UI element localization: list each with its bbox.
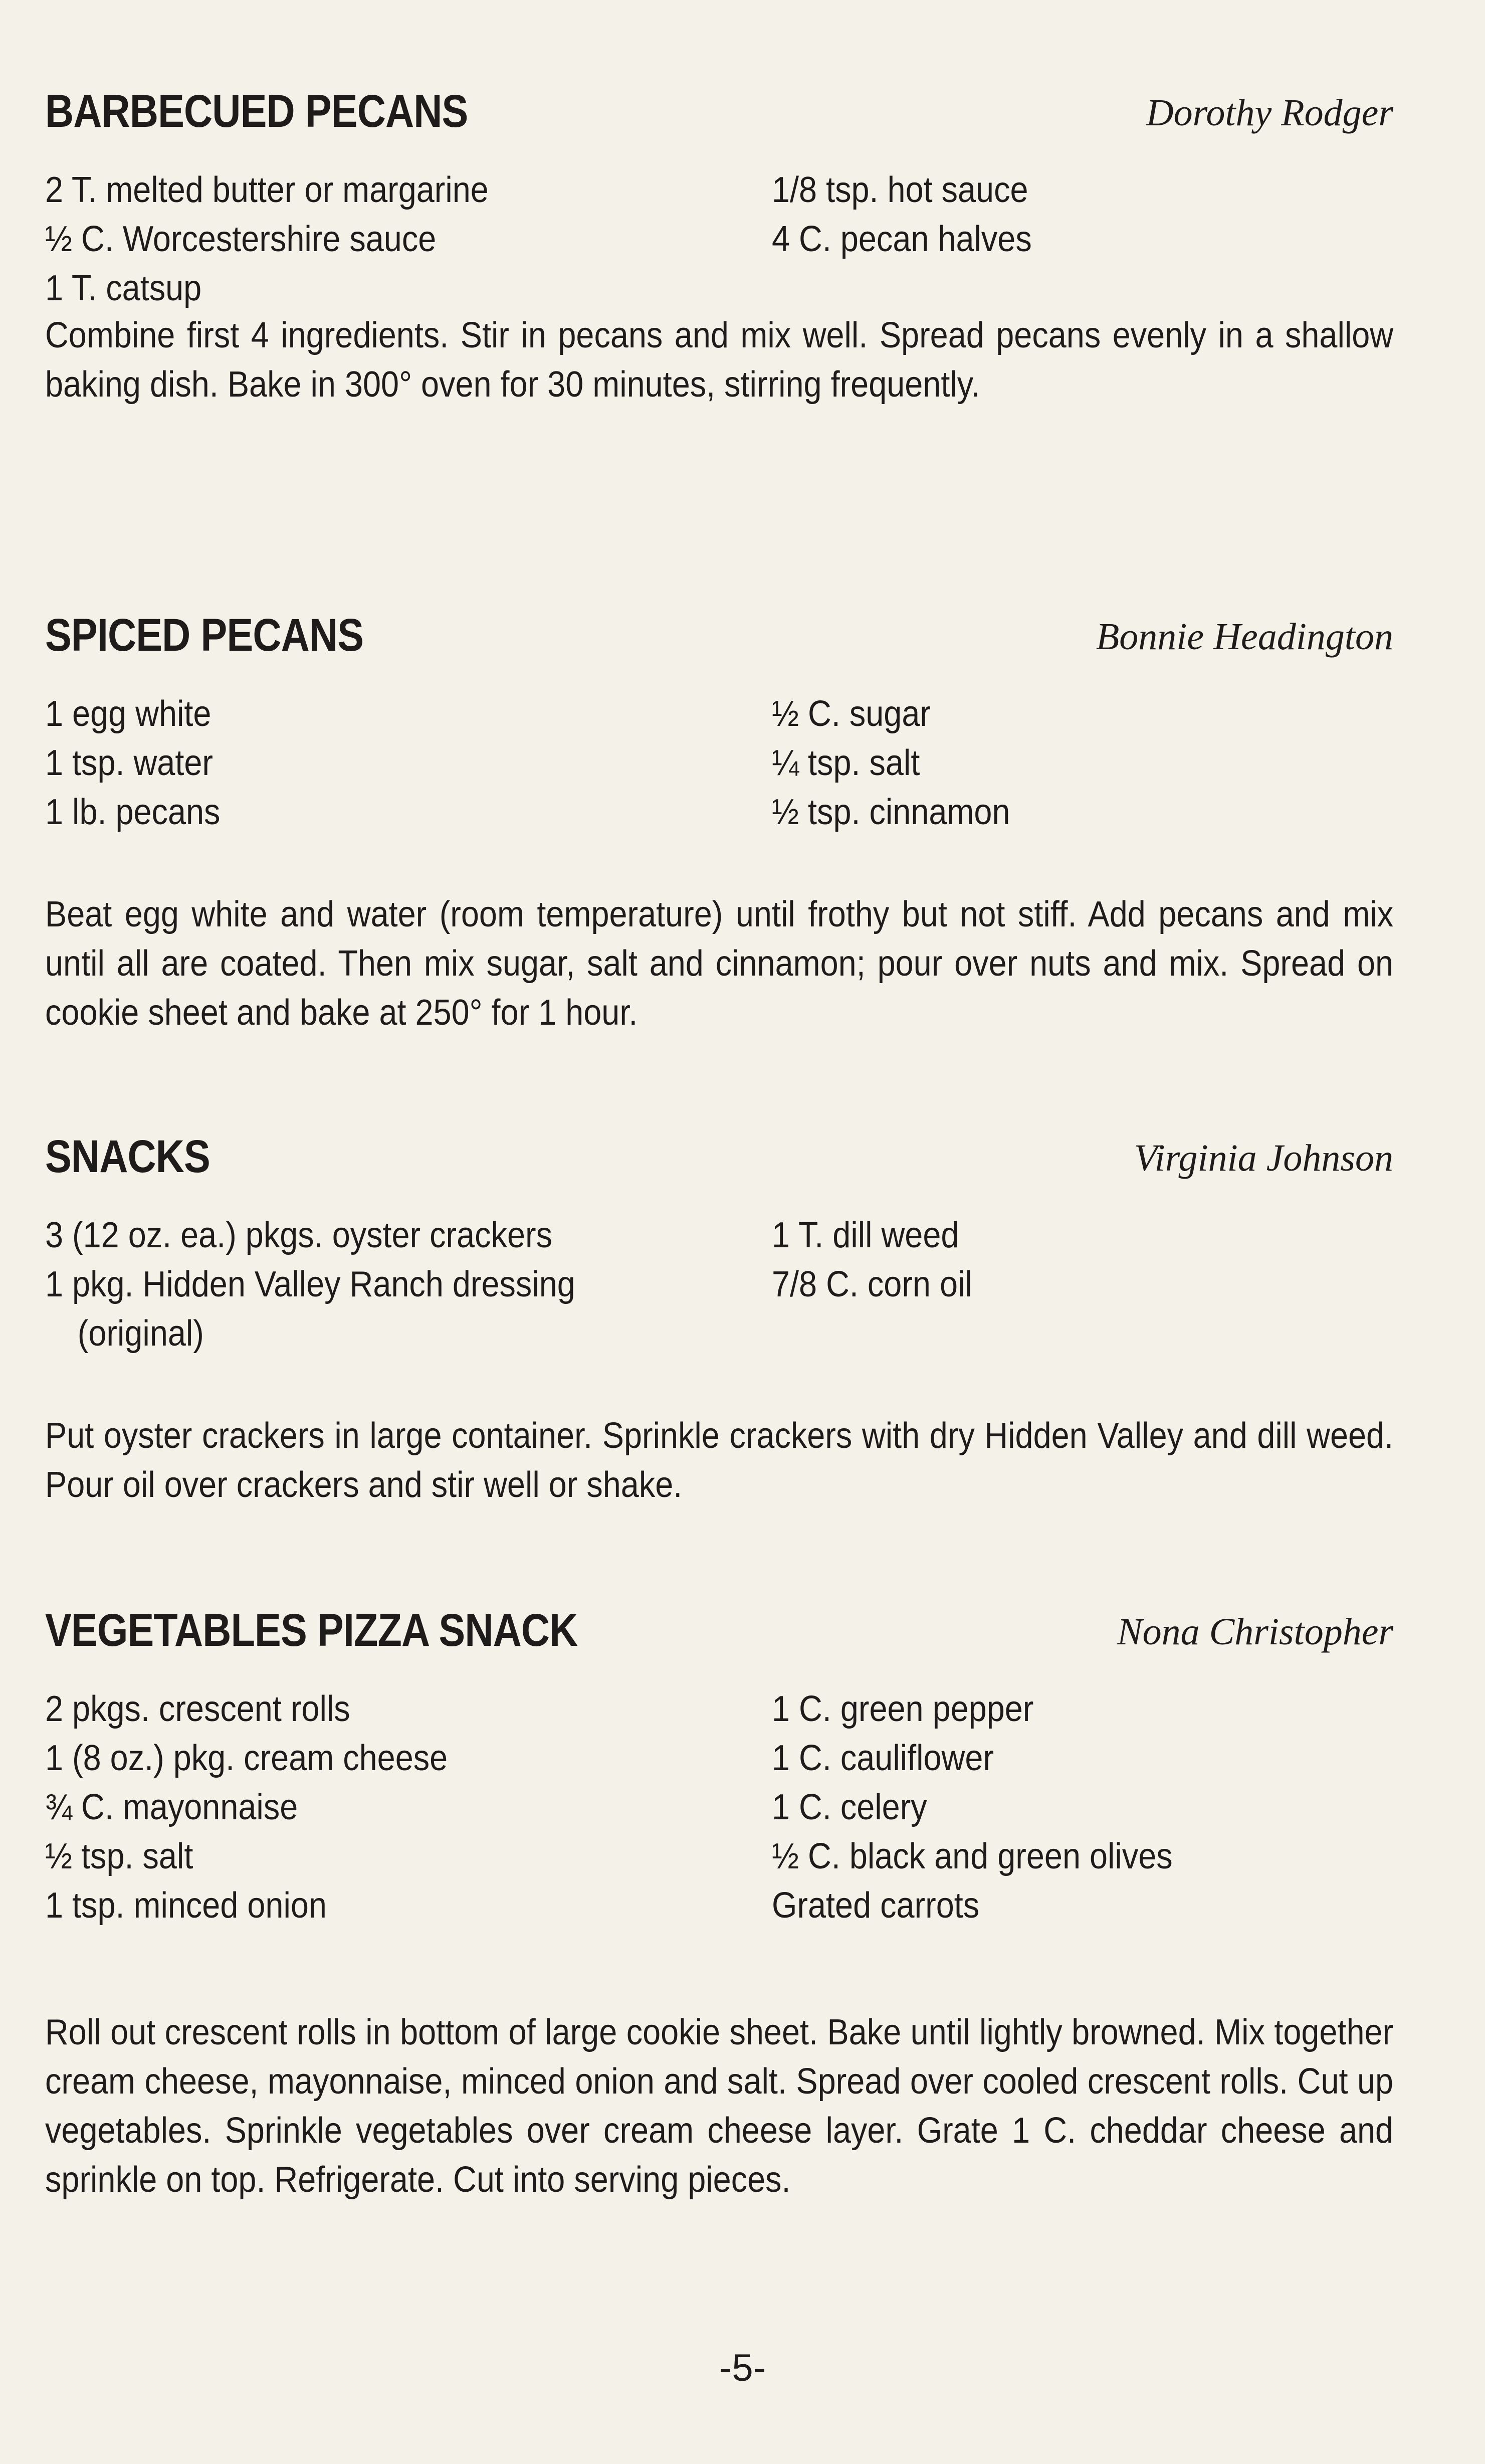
ingredient: 2 pkgs. crescent rolls [45, 1689, 350, 1729]
ingredient-column-right [772, 165, 1393, 264]
recipe-vegetables-pizza-snack [45, 1604, 1394, 2200]
recipe-title: VEGETABLES PIZZA SNACK [45, 1605, 578, 1656]
recipe-title: SPICED PECANS [45, 610, 364, 661]
recipe-header [45, 609, 1393, 669]
directions-text: Beat egg white and water (room temperature) until frothy but not stiff. Add pecans and mix until all are coated. Then mix sugar, salt and cinnamon; pour over nuts and mix. Spread on cookie sheet and bake at 250° for 1 hour. [45, 894, 1394, 1033]
recipe-directions [45, 2008, 1394, 2204]
directions-text: Roll out crescent rolls in bottom of large cookie sheet. Bake until lightly browned. Mix together cream cheese, mayonnaise, minced onion and salt. Spread over cooled crescent rolls. Cut up vegetables. Sprinkle vegetables over cream cheese layer. Grate 1 C. cheddar cheese and sprinkle on top. Refrigerate. Cut into serving pieces. [45, 2012, 1394, 2200]
ingredient-column-right [772, 1211, 1393, 1309]
ingredient: 1 pkg. Hidden Valley Ranch dressing [45, 1264, 575, 1304]
recipe-header [45, 1604, 1393, 1664]
recipe-author: Bonnie Headington [1096, 616, 1393, 658]
recipe-title: SNACKS [45, 1131, 210, 1182]
ingredient-column-right [772, 689, 1393, 837]
ingredient-column-left [45, 1211, 737, 1358]
ingredient-list [45, 689, 1393, 840]
ingredient-list [45, 1211, 1393, 1361]
ingredient: ½ C. sugar [772, 694, 931, 734]
recipe-title: BARBECUED PECANS [45, 86, 468, 137]
ingredient: 1 T. dill weed [772, 1215, 959, 1255]
ingredient: ¾ C. mayonnaise [45, 1787, 298, 1827]
ingredient-list [45, 165, 1393, 316]
ingredient: ¼ tsp. salt [772, 743, 920, 783]
ingredient: ½ C. Worcestershire sauce [45, 219, 437, 259]
ingredient: 3 (12 oz. ea.) pkgs. oyster crackers [45, 1215, 552, 1255]
ingredient: 4 C. pecan halves [772, 219, 1032, 259]
ingredient-column-left [45, 1684, 737, 1930]
ingredient-continuation: (original) [77, 1313, 204, 1354]
ingredient: 1/8 tsp. hot sauce [772, 170, 1028, 210]
ingredient: ½ tsp. salt [45, 1836, 193, 1876]
recipe-header [45, 85, 1393, 145]
recipe-spiced-pecans [45, 609, 1394, 1033]
ingredient-column-left [45, 689, 737, 837]
ingredient: 1 T. catsup [45, 268, 202, 308]
ingredient: ½ tsp. cinnamon [772, 792, 1010, 832]
ingredient: ½ C. black and green olives [772, 1836, 1173, 1876]
recipe-directions [45, 311, 1394, 409]
ingredient: 1 tsp. water [45, 743, 213, 783]
ingredient: 7/8 C. corn oil [772, 1264, 972, 1304]
ingredient: 1 C. green pepper [772, 1689, 1034, 1729]
directions-text: Put oyster crackers in large container. Sprinkle crackers with dry Hidden Valley and dill weed. Pour oil over crackers and stir well or shake. [45, 1416, 1394, 1505]
ingredient: 1 egg white [45, 694, 211, 734]
recipe-author: Nona Christopher [1117, 1611, 1393, 1653]
ingredient: Grated carrots [772, 1885, 980, 1926]
ingredient: 1 C. cauliflower [772, 1738, 994, 1778]
ingredient: 2 T. melted butter or margarine [45, 170, 489, 210]
ingredient: 1 tsp. minced onion [45, 1885, 327, 1926]
recipe-directions [45, 1411, 1394, 1509]
ingredient-list [45, 1684, 1393, 1935]
recipe-author: Dorothy Rodger [1146, 92, 1393, 134]
recipe-snacks [45, 1130, 1394, 1505]
ingredient: 1 C. celery [772, 1787, 927, 1827]
recipe-header [45, 1130, 1393, 1191]
ingredient: 1 (8 oz.) pkg. cream cheese [45, 1738, 448, 1778]
page-number: -5- [719, 2347, 766, 2389]
directions-text: Combine first 4 ingredients. Stir in pecans and mix well. Spread pecans evenly in a shallow baking dish. Bake in 300° oven for 30 minutes, stirring frequently. [45, 315, 1394, 405]
ingredient: 1 lb. pecans [45, 792, 221, 832]
recipe-author: Virginia Johnson [1134, 1137, 1393, 1179]
ingredient-column-right [772, 1684, 1393, 1930]
recipe-barbecued-pecans [45, 85, 1394, 405]
ingredient-column-left [45, 165, 737, 313]
recipe-directions [45, 890, 1394, 1037]
